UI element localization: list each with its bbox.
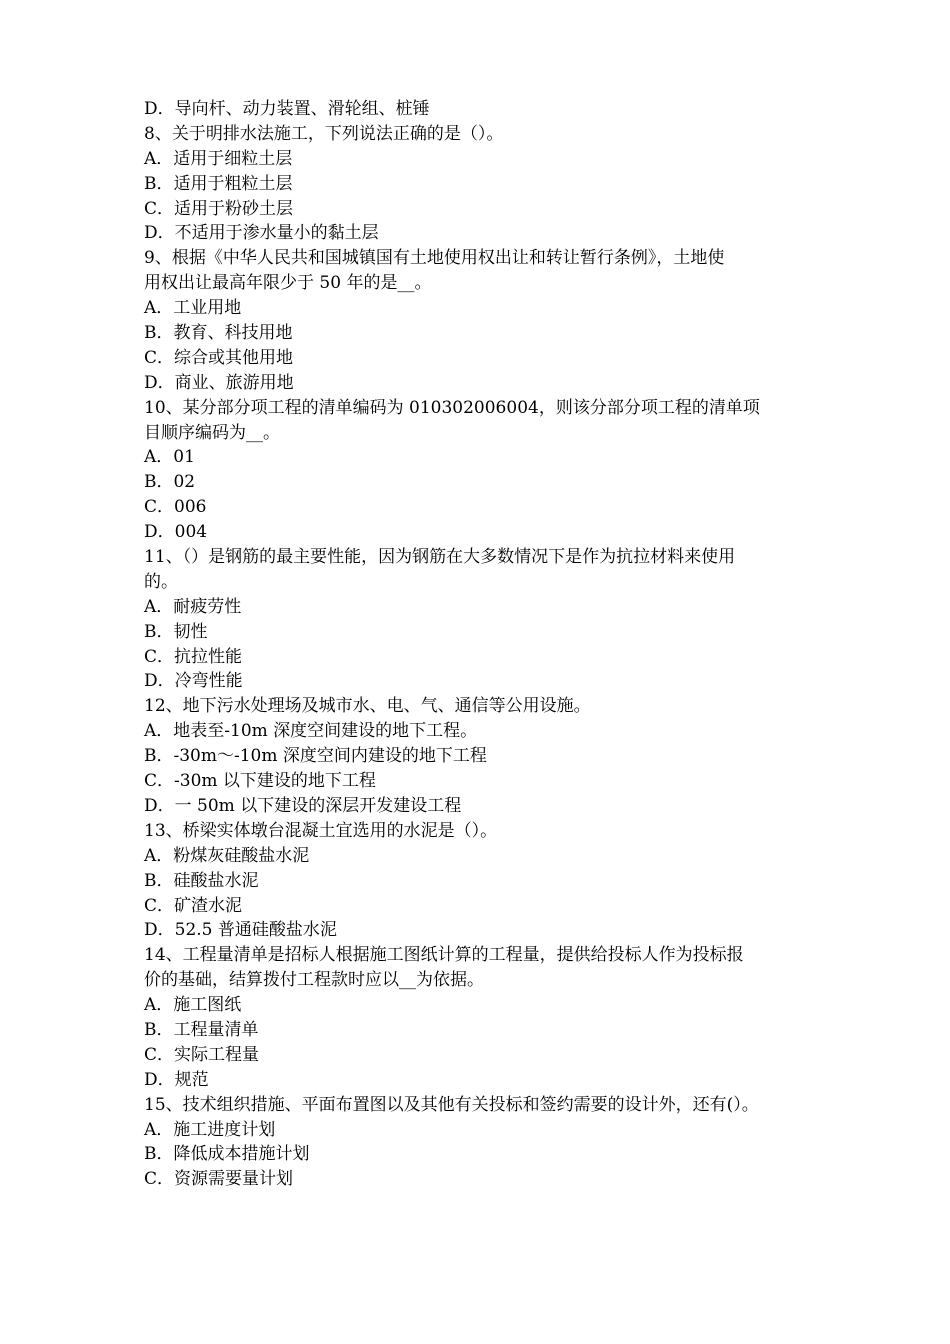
question-12: 12、地下污水处理场及城市水、电、气、通信等公用设施。 [144,696,591,717]
question-13: 13、桥梁实体墩台混凝土宜选用的水泥是（）。 [144,820,498,841]
option-line: A．粉煤灰硅酸盐水泥 [144,845,310,866]
option-line: B．硅酸盐水泥 [144,870,259,891]
option-line: A．施工进度计划 [144,1119,276,1140]
question-8: 8、关于明排水法施工，下列说法正确的是（）。 [144,123,504,144]
option-line: D．商业、旅游用地 [144,372,294,393]
option-line: B．工程量清单 [144,1019,259,1040]
question-14: 14、工程量清单是招标人根据施工图纸计算的工程量，提供给投标人作为投标报 [144,945,744,966]
option-line: D．一 50m 以下建设的深层开发建设工程 [144,795,462,816]
option-line: A．耐疲劳性 [144,596,242,617]
question-15: 15、技术组织措施、平面布置图以及其他有关投标和签约需要的设计外，还有(）。 [144,1094,759,1115]
option-line: C．综合或其他用地 [144,347,294,368]
question-9-cont: 用权出让最高年限少于 50 年的是__。 [144,273,432,294]
option-line: C．抗拉性能 [144,646,243,667]
question-10-cont: 目顺序编码为__。 [144,422,280,443]
option-line: D．52.5 普通硅酸盐水泥 [144,920,337,941]
option-line: A．工业用地 [144,298,242,319]
option-line: C．实际工程量 [144,1044,260,1065]
option-line: B．02 [144,472,196,493]
question-11: 11、（）是钢筋的最主要性能，因为钢筋在大多数情况下是作为抗拉材料来使用 [144,547,736,568]
option-line: A．地表至-10m 深度空间建设的地下工程。 [144,721,478,742]
option-line: C．-30m 以下建设的地下工程 [144,771,376,792]
text-line: D．导向杆、动力装置、滑轮组、桩锤 [144,99,430,119]
document-page [144,97,816,1192]
question-9: 9、根据《中华人民共和国城镇国有土地使用权出让和转让暂行条例》，土地使 [144,248,725,269]
option-line: A．施工图纸 [144,995,242,1016]
option-line: B．降低成本措施计划 [144,1144,310,1165]
option-line: D．冷弯性能 [144,671,243,692]
option-line: D．规范 [144,1069,209,1090]
question-10: 10、某分部分项工程的清单编码为 010302006004，则该分部分项工程的清单项 [144,397,760,418]
option-line: B．教育、科技用地 [144,323,293,344]
question-11-cont: 的。 [144,571,178,592]
question-14-cont: 价的基础，结算拨付工程款时应以__为依据。 [144,970,484,991]
option-line: A．适用于细粒土层 [144,148,293,169]
option-line: C．矿渣水泥 [144,895,243,916]
option-line: C．适用于粉砂土层 [144,198,294,219]
option-line: B．-30m～-10m 深度空间内建设的地下工程 [144,746,487,767]
option-line: B．适用于粗粒土层 [144,173,293,194]
option-line: B．韧性 [144,621,208,642]
option-line: A．01 [144,447,195,468]
option-line: C．资源需要量计划 [144,1169,294,1190]
option-line: D．004 [144,522,208,543]
option-line: C．006 [144,497,207,518]
option-line: D．不适用于渗水量小的黏土层 [144,223,379,244]
